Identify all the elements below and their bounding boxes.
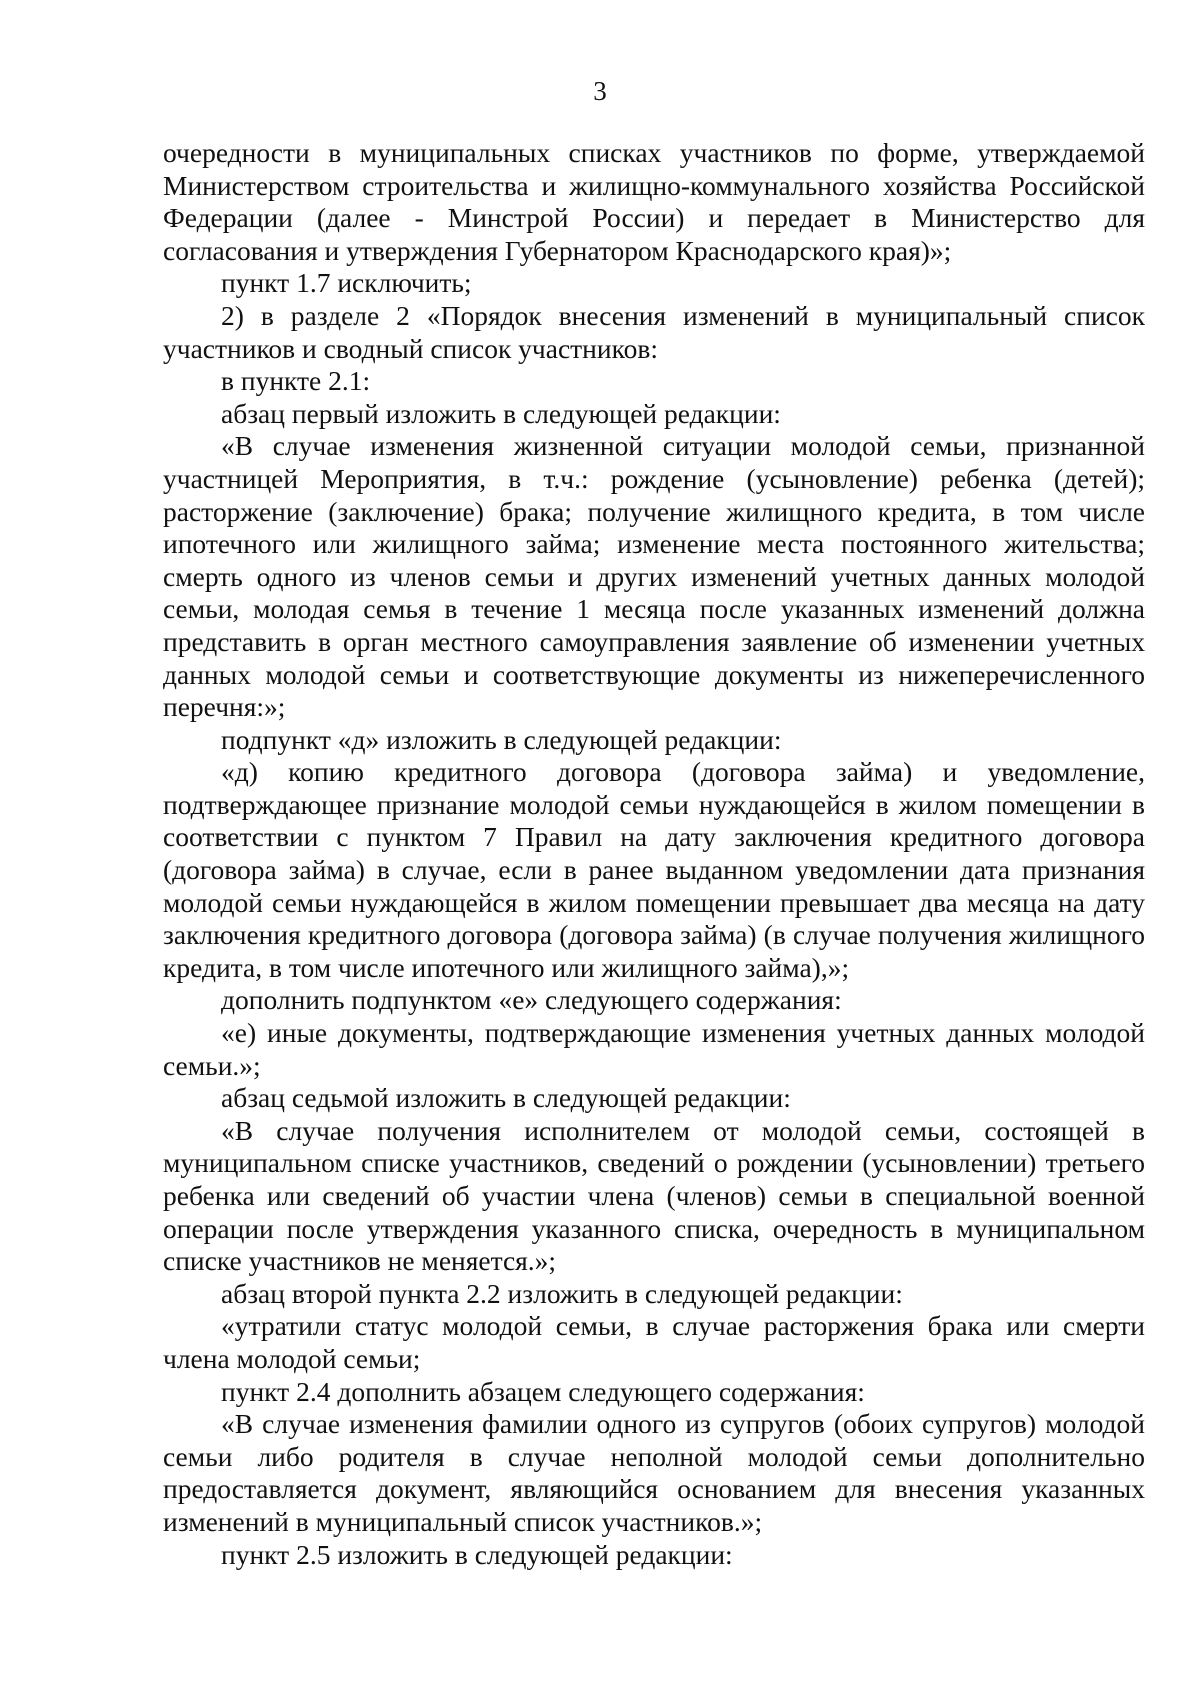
paragraph-quote-life-situation: «В случае изменения жизненной ситуации молодой семьи, признанной участницей Мероприятия, в т.ч.: рождение (усыновление) ребенка (детей); расторжение (заключение) брака; получение жилищного кредита, в том числе ипотечного или жилищного займа; изменение места постоянного жительства; смерть одного из членов семьи и других изменений учетных данных молодой семьи, молодая семья в течение 1 месяца после указанных изменений должна представить в орган местного самоуправления заявление об изменении учетных данных молодой семьи и соответствующие документы из нижеперечисленного перечня:»; [163, 430, 1145, 723]
paragraph-first-abzac: абзац первый изложить в следующей редакции: [221, 397, 781, 429]
paragraph-add-subpoint-e: дополнить подпунктом «е» следующего содержания: [221, 984, 842, 1016]
paragraph-continuation: очередности в муниципальных списках участников по форме, утверждаемой Министерством строительства и жилищно-коммунального хозяйства Российской Федерации (далее - Минстрой России) и передает в Министерство для согласования и утверждения Губернатором Краснодарского края)»; [163, 137, 1145, 266]
paragraph-point-2-5: пункт 2.5 изложить в следующей редакции: [221, 1538, 733, 1570]
paragraph-point-2-2: абзац второй пункта 2.2 изложить в следующей редакции: [221, 1277, 903, 1309]
document-body [163, 137, 1145, 1571]
paragraph-seventh-abzac: абзац седьмой изложить в следующей редакции: [221, 1082, 791, 1114]
paragraph-quote-d: «д) копию кредитного договора (договора займа) и уведомление, подтверждающее признание молодой семьи нуждающейся в жилом помещении в соответствии с пунктом 7 Правил на дату заключения кредитного договора (договора займа) в случае, если в ранее выданном уведомлении дата признания молодой семьи нуждающейся в жилом помещении превышает два месяца на дату заключения кредитного договора (договора займа) (в случае получения жилищного кредита, в том числе ипотечного или жилищного займа),»; [163, 756, 1145, 983]
paragraph-quote-2-4: «В случае изменения фамилии одного из супругов (обоих супругов) молодой семьи либо родителя в случае неполной молодой семьи дополнительно предоставляется документ, являющийся основанием для внесения указанных изменений в муниципальный список участников.»; [163, 1408, 1145, 1537]
paragraph-quote-2-2: «утратили статус молодой семьи, в случае расторжения брака или смерти члена молодой семьи; [163, 1310, 1145, 1374]
paragraph-section-2: 2) в разделе 2 «Порядок внесения изменений в муниципальный список участников и сводный список участников: [163, 299, 1145, 364]
paragraph-subpoint-d: подпункт «д» изложить в следующей редакции: [221, 723, 782, 755]
paragraph-point-2-1: в пункте 2.1: [221, 365, 371, 397]
paragraph-point-2-4: пункт 2.4 дополнить абзацем следующего содержания: [221, 1375, 865, 1407]
page-number: 3 [593, 76, 607, 106]
paragraph-quote-e: «е) иные документы, подтверждающие изменения учетных данных молодой семьи.»; [163, 1017, 1145, 1081]
paragraph-item-1-7: пункт 1.7 исключить; [221, 267, 472, 299]
paragraph-quote-seventh: «В случае получения исполнителем от молодой семьи, состоящей в муниципальном списке участников, сведений о рождении (усыновлении) третьего ребенка или сведений об участии члена (членов) семьи в специальной военной операции после утверждения указанного списка, очередность в муниципальном списке участников не меняется.»; [163, 1114, 1145, 1277]
